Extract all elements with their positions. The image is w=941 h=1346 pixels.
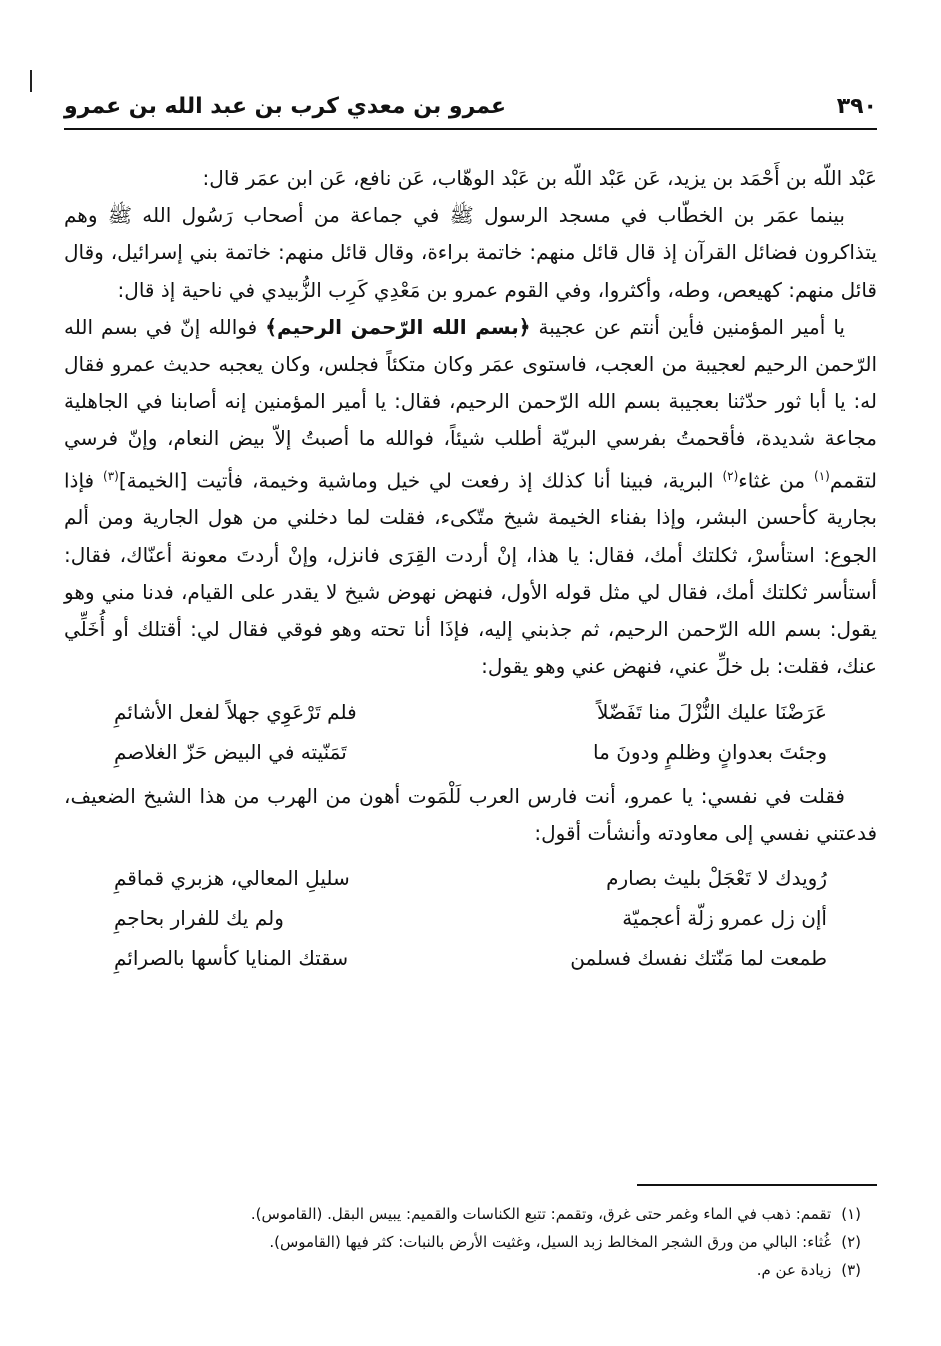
verse-line [64,938,877,978]
poem-2 [64,858,877,978]
text-run: البرية، فبينا أنا كذلك إذ رفعت لي خيل وماشية وخيمة، فأتيت [الخيمة] [118,468,723,493]
isnad-paragraph: عَبْد اللّه بن أَحْمَد بن يزيد، عَن عَبْد اللّه بن عَبْد الوهّاب، عَن نافع، عَن ابن عمَر قال: [202,166,877,190]
verse-line [64,732,877,772]
verse-first-hemistich: طمعت لما مَنّتك نفسك فسلمن [570,945,827,970]
footnote-ref-3[interactable]: (٣) [103,468,119,483]
footnote-text: تقمم: ذهب في الماء وغمر حتى غرق، وتقمم: تتبع الكناسات والقميم: يبيس البقل. (القاموس). [250,1205,832,1223]
main-text [64,160,877,984]
page-edge-mark [30,70,32,92]
verse-second-hemistich: سقتك المنايا كأسها بالصرائمِ [114,945,349,970]
verse-first-hemistich: رُويدك لا تَعْجَلْ بليث بصارم [606,865,827,890]
page-number: ٣٩٠ [836,93,877,119]
narrative-paragraph-1: بينما عمَر بن الخطّاب في مسجد الرسول ﷺ في جماعة من أصحاب رَسُول الله ﷺ وهم يتذاكرون فضائل القرآن إذ قال قائل منهم: خاتمة براءة، وقال قائل منهم: خاتمة بني إسرائيل، وقال قائل منهم: كهيعص، وطه، وأكثروا، وفي القوم عمرو بن مَعْدِي كَرِب الزُّبيدي في ناحية إذ قال: [64,203,877,302]
text-run: يا أمير المؤمنين فأين أنتم عن عجيبة [530,314,845,339]
verse-line [64,692,877,732]
narrative-paragraph-2 [64,309,877,686]
running-title: عمرو بن معدي كرب بن عبد الله بن عمرو [64,93,507,119]
quran-quote: ﴿بسم الله الرّحمن الرحيم﴾ [265,314,531,339]
page-header [64,88,877,124]
footnote-ref-1[interactable]: (١) [814,468,830,483]
verse-second-hemistich: سليلِ المعالي، هزبري قماقمِ [114,865,350,890]
verse-second-hemistich: تَمَنّيته في البيض حَزّ الغلاصمِ [114,739,347,764]
footnote-ref-2[interactable]: (٢) [722,468,739,483]
footnote-number: (٢) [841,1233,861,1251]
verse-first-hemistich: وجئتَ بعدوانٍ وظلمٍ ودونَ ما [593,739,827,764]
verse-first-hemistich: أإن زل عمرو زلّة أعجميّة [622,905,827,930]
footnote-number: (١) [841,1205,861,1223]
verse-first-hemistich: عَرَضْنَا عليك النُّزْلَ منا تَفَضّلاً [596,699,827,724]
footnote-text: زيادة عن م. [756,1261,832,1279]
verse-second-hemistich: فلم تَرْعَوِي جهلاً لفعل الأشائمِ [114,699,357,724]
footnote [64,1256,861,1284]
narrative-paragraph-3: فقلت في نفسي: يا عمرو، أنت فارس العرب لَلْمَوت أهون من الهرب من هذا الشيخ الضعيف، فدعتني نفسي إلى معاودته وأنشأت أقول: [64,783,877,845]
footnotes [64,1200,861,1284]
text-run: فإذا بجارية كأحسن البشر، وإذا بفناء الخيمة شيخ متّكىء، فقلت لما دخلني من هول الجارية ومن ألم الجوع: استأسرْ، ثكلتك أمك، فقال: يا هذا، إنْ أردت القِرَى فانزل، وإنْ أردتَ معونة أعنّاك، فقال: أستأسر ثكلتك أمك، فقال لي مثل قوله الأول، فنهض نهوض شيخ لا يقدر على القيام، فدنا مني وهو يقول: بسم الله الرّحمن الرحيم، ثم جذبني إليه، فإذَا أنا تحته وهو فوقي فقال لي: أقتلك أو أُخَلِّي عنك، فقلت: بل خلِّ عني، فنهض عني وهو يقول: [64,468,877,679]
text-run: من غثاء [738,468,815,493]
footnote [64,1228,861,1256]
verse-second-hemistich: ولم يك للفرار بحاجمِ [114,905,284,930]
footnote [64,1200,861,1228]
footnote-number: (٣) [841,1261,861,1279]
verse-line [64,858,877,898]
verse-line [64,898,877,938]
header-rule [64,128,877,130]
text-run: فوالله إنّ في بسم الله الرّحمن الرحيم لعجيبة من العجب، فاستوى عمَر وكان متكئاً فجلس، وكان يعجبه حديث عمرو فقال له: يا أبا ثور حدّثنا بعجيبة بسم الله الرّحمن الرحيم، فقال: يا أمير المؤمنين إنه أصابنا في الجاهلية مجاعة شديدة، فأقحمتُ بفرسي البريّة أطلب شيئاً، فوالله ما أصبتُ إلاّ بيض النعام، وإنّ فرسي لتقمم [64,314,877,493]
poem-1 [64,692,877,772]
footnote-text: غُثاء: البالي من ورق الشجر المخالط زبد السيل، وغثيت الأرض بالنبات: كثر فيها (القاموس). [269,1233,832,1251]
